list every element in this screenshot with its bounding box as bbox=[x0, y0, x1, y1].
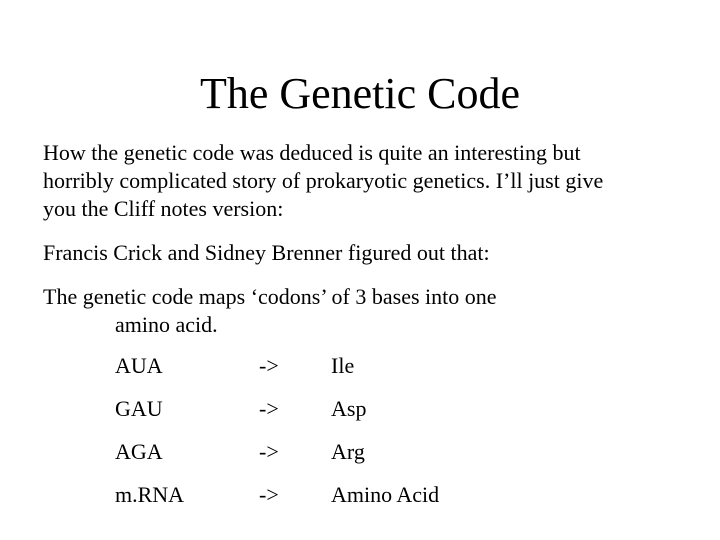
mapping-line-1: The genetic code maps ‘codons’ of 3 bases into one bbox=[43, 284, 497, 309]
arrow-cell: -> bbox=[259, 482, 279, 507]
crick-brenner-paragraph: Francis Crick and Sidney Brenner figured out that: bbox=[43, 240, 490, 265]
intro-paragraph bbox=[43, 139, 693, 223]
arrow-cell: -> bbox=[259, 353, 279, 378]
arrow-cell: -> bbox=[259, 439, 279, 464]
codon-row bbox=[115, 396, 515, 439]
codon-row bbox=[115, 353, 515, 396]
amino-acid-cell: Arg bbox=[331, 439, 365, 464]
amino-acid-cell: Ile bbox=[331, 353, 355, 378]
codon-row bbox=[115, 439, 515, 482]
codon-cell: AUA bbox=[115, 353, 163, 378]
arrow-cell: -> bbox=[259, 396, 279, 421]
codon-row bbox=[115, 482, 515, 525]
codon-mapping-paragraph bbox=[43, 283, 693, 339]
codon-cell: AGA bbox=[115, 439, 163, 464]
intro-line-3: you the Cliff notes version: bbox=[43, 196, 284, 221]
codon-table bbox=[115, 353, 515, 525]
codon-cell: GAU bbox=[115, 396, 163, 421]
amino-acid-cell: Amino Acid bbox=[331, 482, 440, 507]
intro-line-2: horribly complicated story of prokaryotic genetics. I’ll just give bbox=[43, 168, 604, 193]
codon-cell: m.RNA bbox=[115, 482, 185, 507]
intro-line-1: How the genetic code was deduced is quite an interesting but bbox=[43, 140, 581, 165]
mapping-line-2: amino acid. bbox=[115, 312, 218, 337]
slide-title: The Genetic Code bbox=[199, 69, 521, 118]
amino-acid-cell: Asp bbox=[331, 396, 367, 421]
